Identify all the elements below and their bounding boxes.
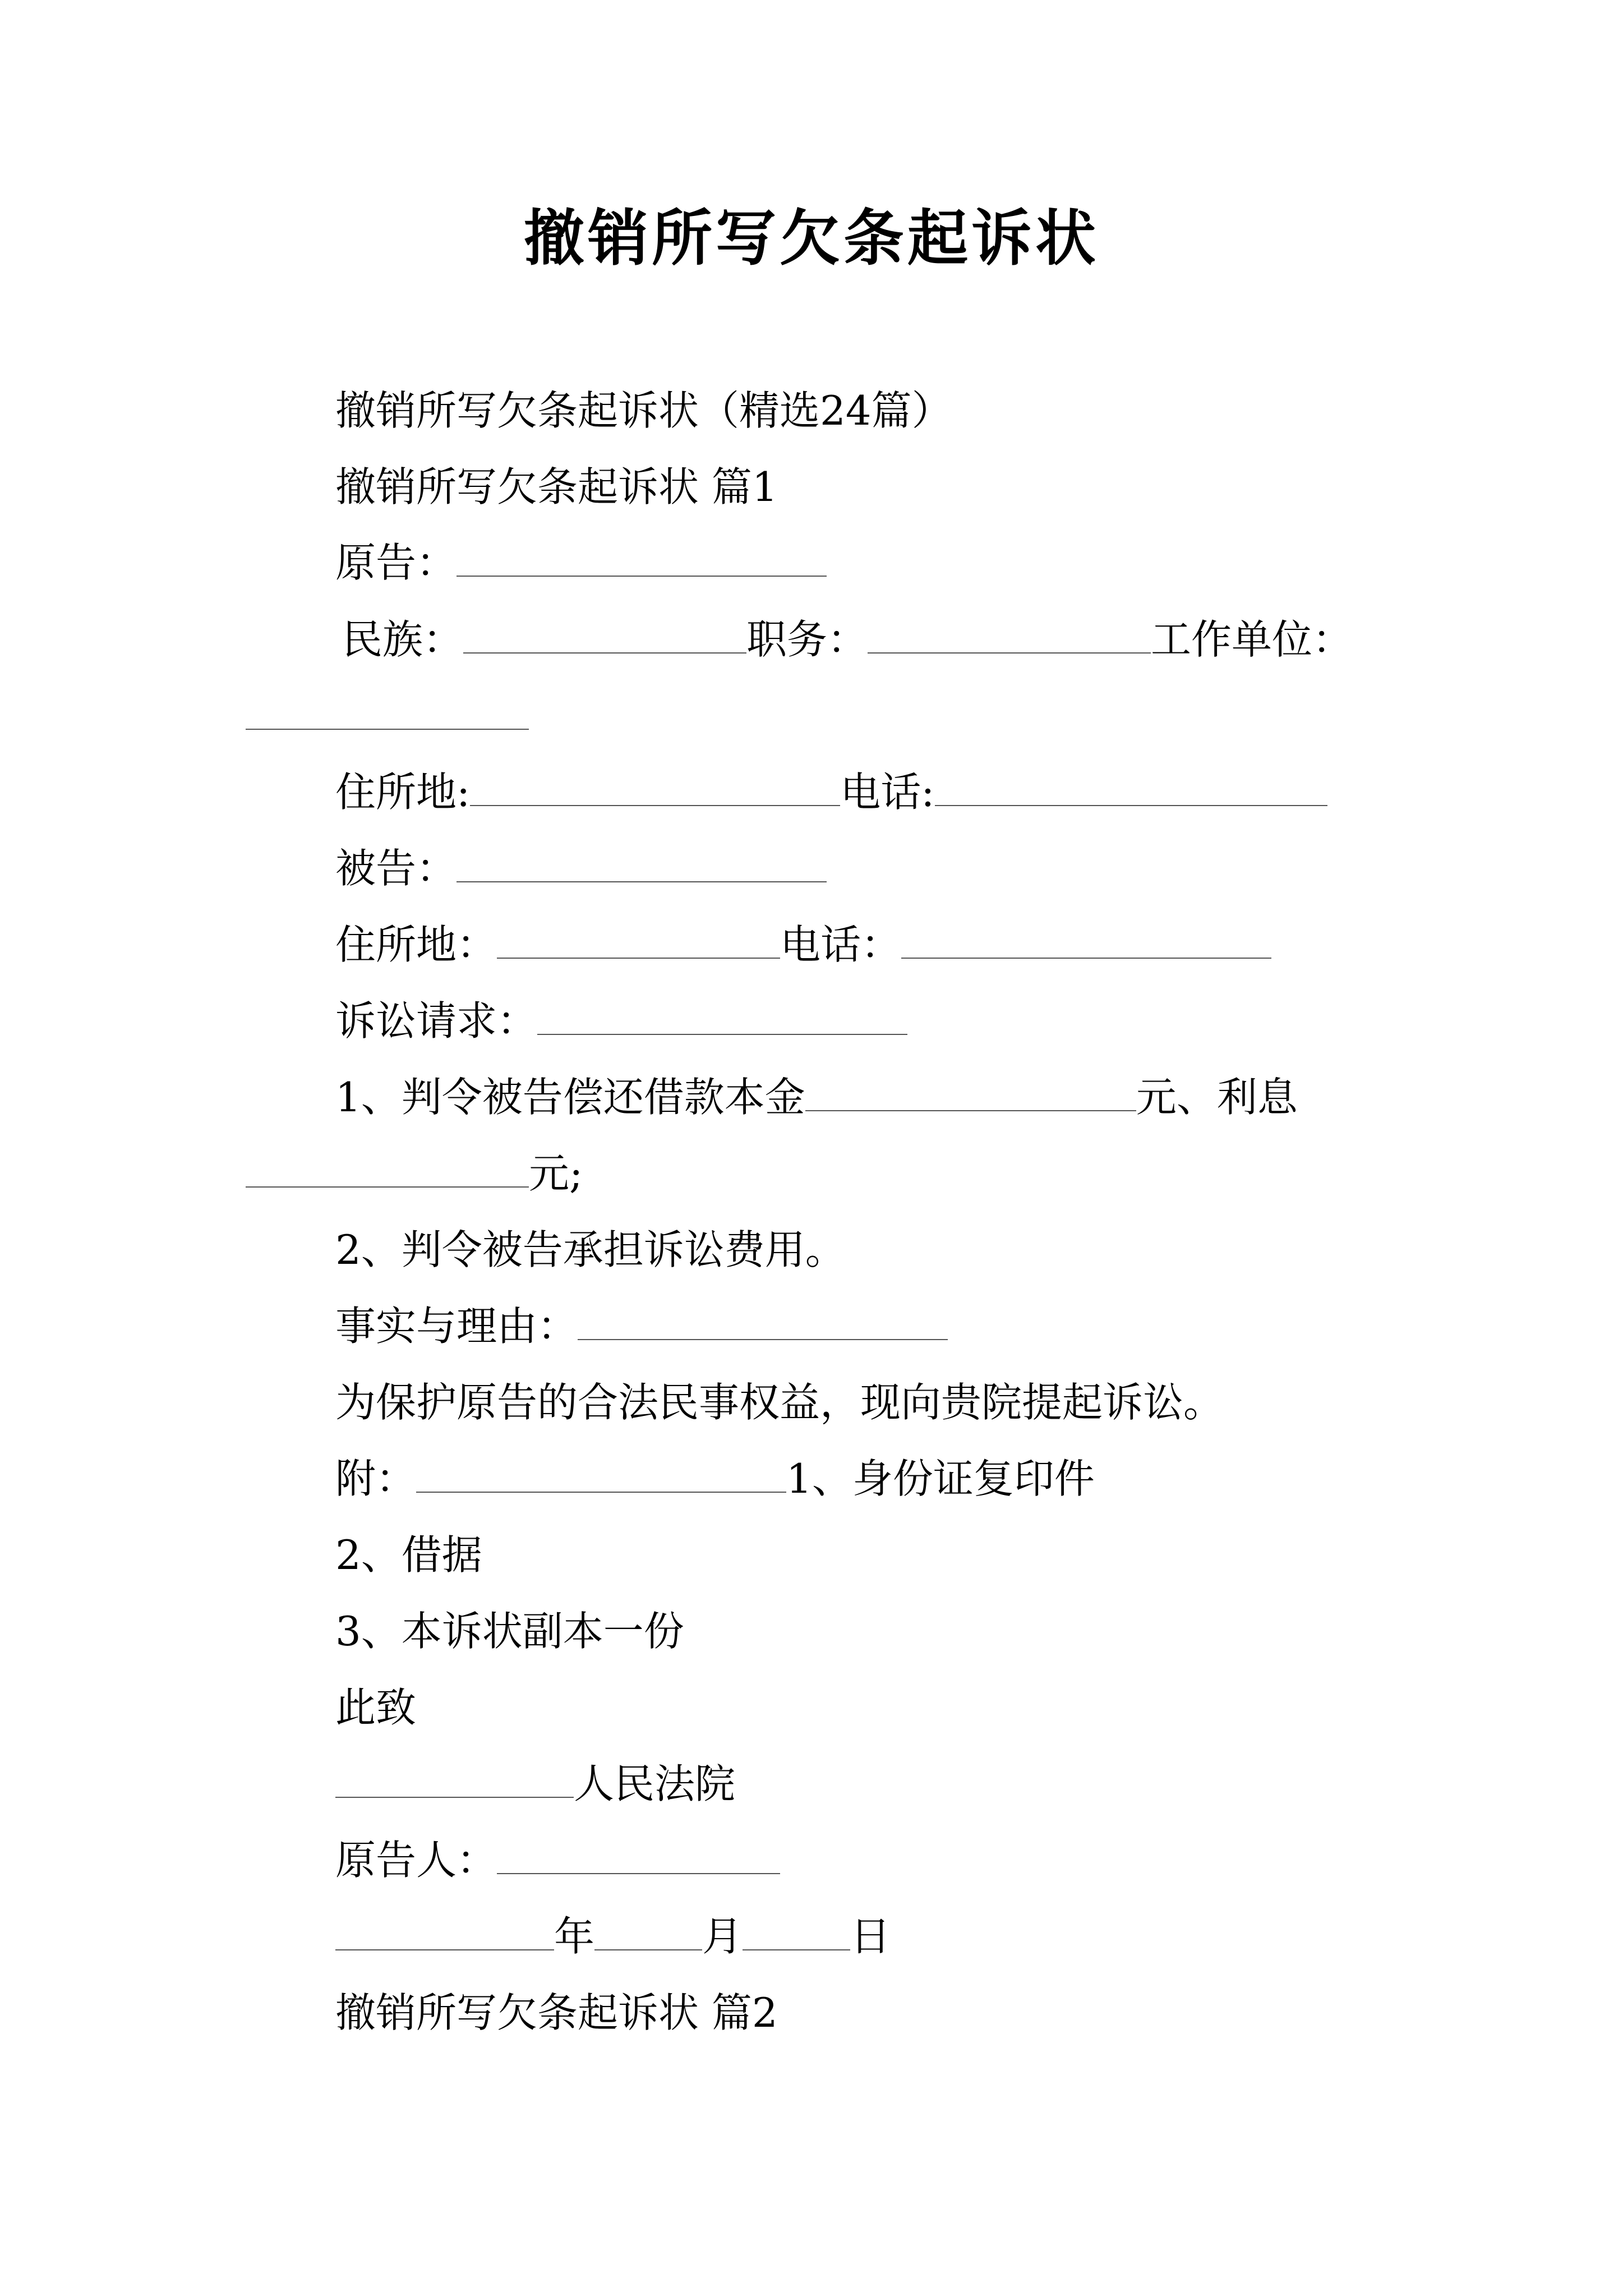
plaintiff-row xyxy=(335,536,827,590)
attach-item-3: 3、本诉状副本一份 xyxy=(335,1608,684,1655)
defendant-label: 被告： xyxy=(335,845,457,892)
claim-1-end: 元; xyxy=(529,1150,583,1197)
salutation: 此致 xyxy=(335,1684,417,1731)
signer-label: 原告人： xyxy=(335,1837,497,1884)
claim-1-text: 1、判令被告偿还借款本金 xyxy=(335,1074,805,1121)
defendant-address-row xyxy=(335,918,1271,972)
signer-row xyxy=(335,1833,780,1887)
ethnicity-row xyxy=(342,613,1353,666)
plaintiff-blank xyxy=(457,541,827,577)
section-heading-2: 撤销所写欠条起诉状 篇2 xyxy=(335,1989,778,2036)
position-blank xyxy=(868,618,1151,654)
facts-blank xyxy=(578,1304,948,1340)
claim-2-row: 2、判令被告承担诉讼费用。 xyxy=(335,1226,846,1273)
month-blank xyxy=(594,1915,702,1950)
facts-label: 事实与理由： xyxy=(335,1303,578,1350)
ethnicity-blank xyxy=(463,618,746,654)
year-label: 年 xyxy=(554,1913,595,1960)
day-label: 日 xyxy=(850,1913,891,1960)
claims-row xyxy=(335,994,907,1048)
ethnicity-label: 民族： xyxy=(342,616,464,663)
day-blank xyxy=(743,1915,850,1950)
phone-blank-1 xyxy=(935,770,1327,806)
document-subtitle: 撤销所写欠条起诉状（精选24篇） xyxy=(335,387,952,434)
claim-1-mid: 元、利息 xyxy=(1136,1074,1298,1121)
plaintiff-label: 原告： xyxy=(335,539,457,586)
year-blank xyxy=(335,1915,554,1950)
attach-item-2: 2、借据 xyxy=(335,1531,482,1579)
defendant-blank xyxy=(457,846,827,882)
position-label: 职务： xyxy=(746,616,868,663)
address-label-2: 住所地： xyxy=(335,921,497,968)
principal-blank xyxy=(805,1075,1136,1111)
workplace-blank xyxy=(246,694,529,730)
date-row xyxy=(335,1910,891,1963)
address-blank-2 xyxy=(497,923,780,959)
workplace-blank-row xyxy=(246,689,529,743)
court-suffix: 人民法院 xyxy=(574,1760,736,1807)
claim-1-cont-row xyxy=(246,1147,583,1200)
claim-1-row xyxy=(335,1070,1298,1124)
attach-item-1: 1、身份证复印件 xyxy=(786,1455,1095,1502)
claims-label: 诉讼请求： xyxy=(335,997,538,1045)
facts-row xyxy=(335,1299,948,1353)
statement-row: 为保护原告的合法民事权益，现向贵院提起诉讼。 xyxy=(335,1379,1224,1426)
court-blank xyxy=(335,1762,574,1798)
workplace-label: 工作单位： xyxy=(1151,616,1353,663)
address-blank-1 xyxy=(470,770,840,806)
interest-blank xyxy=(246,1152,529,1188)
attachment-row xyxy=(335,1452,1095,1506)
attach-label: 附： xyxy=(335,1455,417,1502)
attach-blank xyxy=(416,1457,786,1493)
claims-blank xyxy=(537,999,907,1035)
document-title: 撤销所写欠条起诉状 xyxy=(523,203,1099,274)
address-label-1: 住所地: xyxy=(335,769,471,816)
phone-label-2: 电话： xyxy=(780,921,902,968)
month-label: 月 xyxy=(702,1913,743,1960)
phone-blank-2 xyxy=(901,923,1271,959)
section-heading-1: 撤销所写欠条起诉状 篇1 xyxy=(335,463,778,510)
phone-label-1: 电话: xyxy=(840,769,935,816)
court-row xyxy=(335,1757,735,1811)
signer-blank xyxy=(497,1838,780,1874)
defendant-row xyxy=(335,841,827,895)
plaintiff-address-row xyxy=(335,765,1327,819)
